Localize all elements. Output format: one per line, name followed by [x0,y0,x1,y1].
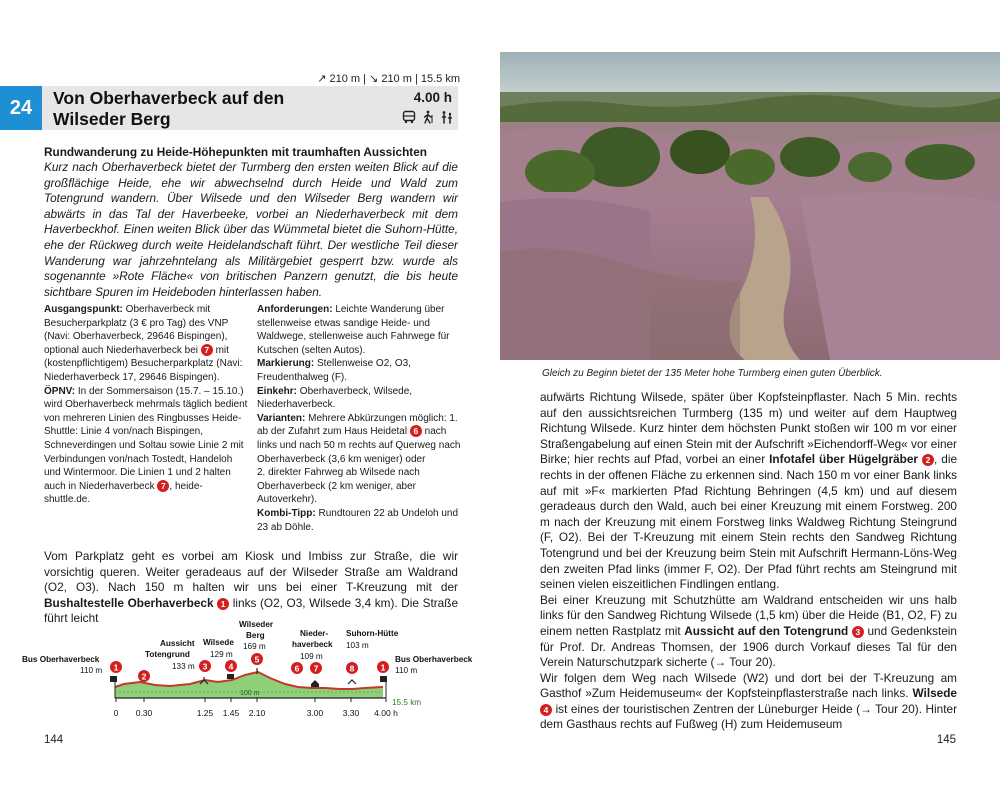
route-text: ist eines der touristischen Zentren der Lüneburger Heide (→ Tour 20). Hinter dem Gasthaus rechts auf Fußweg (H) zum Heidemuseum [540,701,957,732]
combi-label: Kombi-Tipp: [257,507,316,519]
time-tick-label: 3.00 [306,708,324,718]
waypoint-number: 7 [313,663,319,674]
page-number-left: 144 [44,734,64,746]
req-text: Leichte Wanderung über stellenweise etwas sandige Heide- und Waldwege, stellenweise auch Fahrwege für Kutschen (selten Autos). [257,304,450,356]
rest-label: Einkehr: [257,385,298,397]
mark-text: Stellenweise O2, O3, Freudenthalweg (F). [257,358,411,383]
profile-waypoint-4 [225,660,237,672]
route-text: , die rechts in der offenen Fläche zu erkennen sind. Nach 150 m vor einer Bank links auf mit »F« markierten Pfad Richtung Behringen (4,5 km) und auf diesem geradeaus durch den Wald, auch bei einer Kreuzung mit einem Forstweg. 200 m nach der Kreuzung mit einem Forstweg links Waldweg Richtung Steingrund (F, O2). Bei der T-Kreuzung mit einem Stein rechts den Sandweg Richtung Totengrund und bei der Kreuzung beim Stein mit Aufschrift Hermann-Löns-Weg den zweiten Pfad links (immer F, O2). Der Pfad führt rechts am Steingrund mit seinen vielen eiszeitlichen Findlingen entlang. [540,452,958,592]
info-column-left [44,303,248,507]
elev-totengrund: 133 m [172,662,195,671]
bus-stop-icon [110,676,117,682]
ref-100m-label: 100 m [240,690,260,697]
label-suhorn: Suhorn-Hütte [346,629,399,638]
tour-title [53,88,353,130]
time-tick-label: 1.25 [196,708,214,718]
label-niederhaverbeck-2: haverbeck [292,640,333,649]
var-text-a: Mehrere Abkürzungen möglich: 1. ab der Zufahrt zum Haus Heidetal [257,412,458,438]
time-tick-label: 0 [113,708,119,718]
route-text-right [540,390,957,733]
waypoint-badge: 3 [852,626,864,638]
rest-text: Oberhaverbeck, Wilsede, Niederhaverbeck. [257,385,413,411]
info-start [44,303,248,385]
waypoint-number: 1 [113,662,119,673]
route-text: und Gedenkstein für Prof. Dr. Andreas Thomsen, der 1906 durch Vorkauf dieses Tal für den Verein Naturschutzpark sicherte (→ Tour 20). [540,623,957,670]
info-combi [257,507,461,534]
waypoint-number: 3 [202,661,208,672]
route-text: links (O2, O3, Wilsede 3,4 km). Die Straße führt leicht [44,595,459,626]
route-text: Vom Parkplatz geht es vorbei am Kiosk und Imbiss zur Straße, die wir vorsichtig queren. Weiter geradeaus auf der Wilseder Straße am Waldrand (O2, O3). Nach 150 m halten wir uns bei einer T-Kreuzung mit der [44,549,458,595]
waypoint-number: 2 [141,671,147,682]
total-distance: 15.5 km [392,698,422,707]
start-label: Ausgangspunkt: [44,304,123,315]
waypoint-number: 6 [294,663,300,674]
info-variants [257,412,461,466]
waypoint-name: Infotafel über Hügelgräber [769,452,919,467]
label-bus-end: Bus Oberhaverbeck [395,655,473,664]
combi-text: Rundtouren 22 ab Undeloh und 23 ab Döhle. [257,507,459,533]
elev-bus-start: 110 m [80,666,103,675]
time-tick-label: 1.45 [222,708,240,718]
oepnv-text-a: In der Sommersaison (15.7. – 15.10.) wird Oberhaverbeck mehrmals täglich bedient von mehreren Linien des Ringbusses Heide-Shuttle: Linie 4 von/nach Bispingen, Schneverdingen und Soltau sowie Linie 2 mit Verbindungen von/nach Tostedt, Handeloh und Wintermoor. Die Linien 1 und 2 halten auch in Niederhaverbeck [44,385,248,492]
info-restaurants [257,385,461,412]
time-tick-label: 3.30 [342,708,360,718]
waypoint-number: 8 [349,663,355,674]
page-number-right: 145 [936,734,956,746]
oepnv-label: ÖPNV: [44,385,76,397]
route-text: aufwärts Richtung Wilsede, später über Kopfsteinpflaster. Nach 5 Min. rechts auf den aussichtsreichen Turmberg (135 m) und weiter auf dem Hauptweg Richtung Wilsede. Kurz hinter dem höchsten Punkt stoßen wir 100 m vor einer Straßengabelung auf einen Stein mit der Aufschrift »Eichendorff-Weg« vor einer Birke; hier rechts auf Pfad, vorbei an einer [540,390,957,467]
waypoint-badge: 1 [217,598,229,610]
tour-duration: 4.00 h [413,90,452,105]
mark-label: Markierung: [257,358,315,370]
oepnv-text-b: , heide-shuttle.de. [44,480,203,506]
hiker-icon [421,110,435,124]
start-text-b: mit (kostenpflichtigem) Besucherparkplatz (Navi: Niederhaverbeck 17, 29646 Bispingen). [44,344,243,383]
info-variants-2: 2. direkter Fahrweg ab Wilsede nach Oberhaverbeck (2 km weniger, aber Autoverkehr). [257,467,420,506]
label-wilsede: Wilsede [203,638,234,647]
elevation-profile [0,612,500,722]
waypoint-badge: 7 [157,480,169,492]
waypoint-number: 1 [380,662,386,673]
profile-waypoint-8 [346,662,358,674]
label-wilseder-berg-1: Wilseder [239,620,274,629]
start-text-a: Oberhaverbeck mit Besucherparkplatz (3 € pro Tag) des VNP (Navi: Oberhaverbeck, 29646 Bispingen), optional auch Niederhaverbeck bei [44,304,229,356]
time-axis [114,698,398,718]
tour-title-line1: Von Oberhaverbeck auf den [53,88,285,108]
route-text: Wir folgen dem Weg nach Wilsede (W2) und dort bei der T-Kreuzung am Gasthof »Zum Heidemuseum« der Kopfsteinpflasterstraße nach links. [540,670,957,701]
restaurant-icon [227,674,234,679]
family-icon [440,110,454,124]
shelter-icon [348,680,356,684]
info-marking [257,357,461,384]
info-requirements [257,303,461,357]
info-column-right [257,303,461,534]
profile-waypoint-1 [110,661,122,673]
var-text-b: nach links und nach 50 m rechts auf Querweg nach Oberhaverbeck (3,6 km weniger) oder [257,426,461,465]
profile-waypoint-1-end [377,661,389,673]
waypoint-name: Aussicht auf den Totengrund [684,623,849,638]
info-oepnv [44,385,248,507]
route-paragraph-1 [540,390,957,593]
tour-subtitle: Rundwanderung zu Heide-Höhepunkten mit traumhaften Aussichten [44,145,427,159]
waypoint-number: 5 [254,654,260,665]
route-paragraph-3 [540,671,957,733]
elev-bus-end: 110 m [395,666,418,675]
profile-waypoint-5 [251,653,263,665]
label-bus-start: Bus Oberhaverbeck [22,655,100,664]
tour-icons [402,110,454,124]
var-label: Varianten: [257,412,306,424]
bus-icon [402,110,416,124]
heath-landscape-photo [500,52,1000,360]
label-niederhaverbeck-1: Nieder- [300,629,329,638]
elev-niederhaverbeck: 109 m [300,652,323,661]
profile-waypoint-6 [291,662,303,674]
bus-stop-icon [380,676,387,682]
time-tick-label: 4.00 h [374,708,398,718]
profile-waypoint-3 [199,660,211,672]
tour-number: 24 [0,86,42,130]
waypoint-badge: 4 [540,704,552,716]
waypoint-number: 4 [228,661,234,672]
right-page [500,0,1000,800]
elev-wilsede: 129 m [210,650,233,659]
waypoint-name: Bushaltestelle Oberhaverbeck [44,595,214,610]
waypoint-badge: 2 [922,454,934,466]
time-tick-label: 0.30 [135,708,153,718]
waypoint-badge: 7 [201,344,213,356]
elev-wilseder-berg: 169 m [243,642,266,651]
house-icon [311,680,319,687]
waypoint-name: Wilsede [912,686,957,701]
tour-title-line2: Wilseder Berg [53,109,171,129]
req-label: Anforderungen: [257,304,333,315]
label-wilseder-berg-2: Berg [246,631,265,640]
profile-waypoint-2 [138,670,150,682]
photo-caption: Gleich zu Beginn bietet der 135 Meter hohe Turmberg einen guten Überblick. [542,368,883,379]
label-totengrund-2: Totengrund [145,650,190,659]
time-tick-label: 2.10 [248,708,266,718]
elev-suhorn: 103 m [346,641,369,650]
profile-waypoint-7 [310,662,322,674]
tour-stats: ↗ 210 m | ↘ 210 m | 15.5 km [317,73,460,85]
tour-intro: Kurz nach Oberhaverbeck bietet der Turmberg den ersten weiten Blick auf die großflächige Heide, ehe wir abwechselnd durch Heide und Wald zum Totengrund wandern. Über Wilsede und den Wilseder Berg wandern wir abwärts in das Tal der Haverbeeke, vorbei an Niederhaverbeck mit dem Haverbeckhof. Einen weiten Blick über das Wümmetal bietet die Suhorn-Hütte, ehe der Rückweg durch weite Heidelandschaft führt. Der westliche Teil dieser Wanderung war jahrzehntelang als Militärgebiet gesperrt bzw. wurde als sogenannte »Rote Fläche« von britischen Panzern genutzt, die bis heute sichtbare Spuren im Heideboden hinterlassen haben. [44,160,458,299]
label-totengrund-1: Aussicht [160,639,195,648]
route-text: Bei einer Kreuzung mit Schutzhütte am Waldrand entscheiden wir uns halb links für den Sandweg Richtung Wilsede (1,5 km) über die Heide (B1, O2, F) zu einem netten Rastplatz mit [540,592,957,638]
waypoint-badge: 6 [410,425,422,437]
route-paragraph-2 [540,593,957,671]
